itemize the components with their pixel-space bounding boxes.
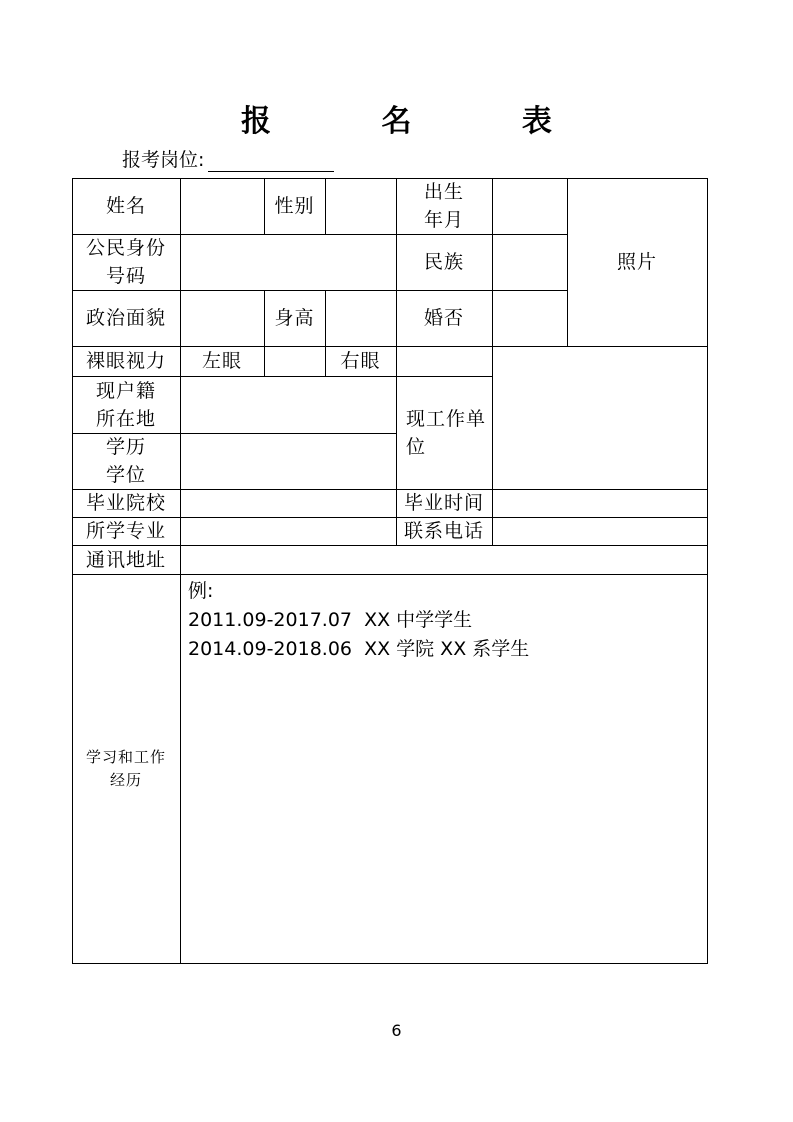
label-major: 所学专业: [85, 520, 166, 542]
label-right-eye: 右眼: [340, 350, 381, 372]
label-grad-time: 毕业时间: [403, 492, 484, 514]
label-birth: 出生 年月: [423, 181, 464, 231]
label-marital: 婚否: [423, 307, 464, 329]
position-label: 报考岗位:: [122, 149, 205, 171]
experience-example-label: 例:: [188, 580, 214, 602]
label-id-number: 公民身份 号码: [85, 237, 166, 287]
label-experience: 学习和工作 经历: [85, 747, 166, 789]
experience-content[interactable]: [188, 577, 529, 664]
label-photo: 照片: [616, 251, 657, 273]
form-title: 报 名 表: [241, 104, 602, 139]
experience-line: 2014.09-2018.06 XX 学院 XX 系学生: [188, 638, 530, 660]
label-name: 姓名: [105, 195, 146, 217]
page-number: 6: [391, 1021, 402, 1040]
label-left-eye: 左眼: [201, 350, 242, 372]
label-address: 通讯地址: [85, 548, 166, 571]
label-height: 身高: [274, 307, 315, 329]
experience-line: 2011.09-2017.07 XX 中学学生: [188, 609, 473, 631]
label-household: 现户籍 所在地: [95, 379, 156, 430]
label-vision: 裸眼视力: [85, 350, 166, 372]
label-phone: 联系电话: [403, 520, 484, 542]
label-political-status: 政治面貌: [85, 307, 166, 329]
label-ethnicity: 民族: [423, 251, 464, 273]
label-workplace: 现工作单 位: [406, 407, 487, 458]
label-school: 毕业院校: [85, 492, 166, 514]
label-gender: 性别: [274, 195, 315, 217]
label-education: 学历 学位: [105, 436, 146, 486]
